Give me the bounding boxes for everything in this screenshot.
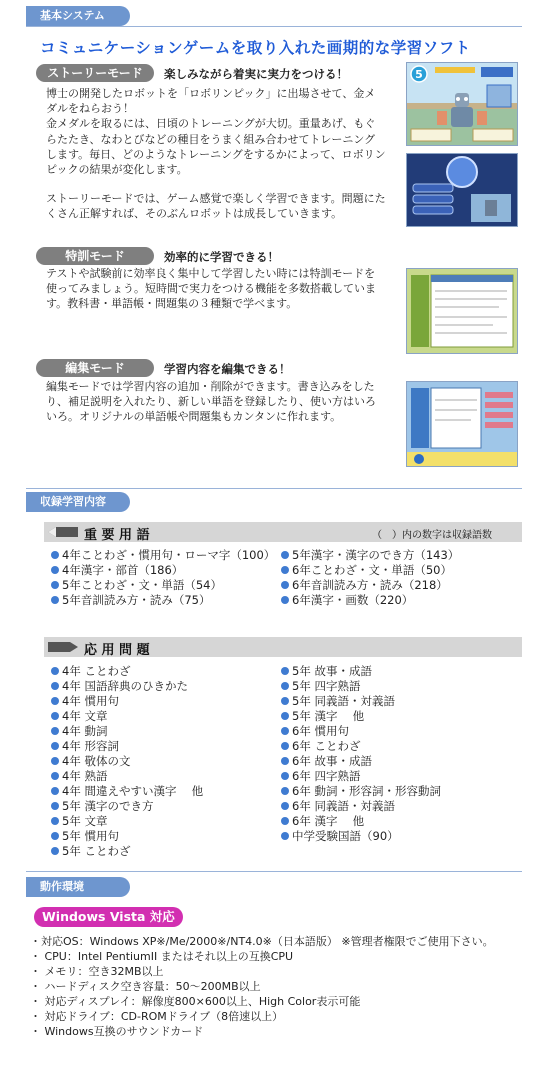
list-item: 6年 故事・成語 xyxy=(280,754,520,769)
story-mode-screenshot-stadium xyxy=(406,62,518,146)
list-item: 6年ことわざ・文・単語（50） xyxy=(280,563,520,578)
list-item: 5年 ことわざ xyxy=(50,844,270,859)
robot-stadium-image xyxy=(407,63,517,145)
section-tab-contents: 収録学習内容 xyxy=(26,492,130,512)
edit-mode-description: 編集モードでは学習内容の追加・削除ができます。書き込みをしたり、補足説明を入れたり、新しい単語を登録したり、使い方はいろいろ。オリジナルの単語帳や問題集もカンタンに作れます。 xyxy=(46,380,376,424)
requirement-item: ・ メモリ：空き32MB以上 xyxy=(30,965,164,978)
requirement-item: ・ CPU：Intel PentiumII またはそれ以上の互換CPU xyxy=(30,950,294,963)
list-item: 5年音訓読み方・読み（75） xyxy=(50,593,270,608)
list-item: 6年 漢字 他 xyxy=(280,814,520,829)
pencil-icon xyxy=(48,641,80,657)
list-item: 4年 動詞 xyxy=(50,724,270,739)
list-item: 4年 熟語 xyxy=(50,769,270,784)
list-item: 6年漢字・画数（220） xyxy=(280,593,520,608)
list-item: 4年 ことわざ xyxy=(50,664,270,679)
list-item: 5年 漢字のでき方 xyxy=(50,799,270,814)
list-item: 5年 四字熟語 xyxy=(280,679,520,694)
list-item: 5年 慣用句 xyxy=(50,829,270,844)
list-item: 4年 文章 xyxy=(50,709,270,724)
list-item: 5年ことわざ・文・単語（54） xyxy=(50,578,270,593)
category-title: 応 用 問 題 xyxy=(84,643,150,658)
section-tab-environment: 動作環境 xyxy=(26,877,130,897)
section-divider xyxy=(26,488,522,489)
requirement-item: ・ Windows互換のサウンドカード xyxy=(30,1025,204,1038)
list-item: 中学受験国語（90） xyxy=(280,829,520,844)
list-item: 6年音訓読み方・読み（218） xyxy=(280,578,520,593)
edit-mode-screenshot xyxy=(406,381,518,467)
windows-vista-badge: Windows Vista 対応 xyxy=(34,907,183,927)
list-item: 4年 慣用句 xyxy=(50,694,270,709)
important-terms-list-right xyxy=(280,548,520,608)
list-item: 5年 同義語・対義語 xyxy=(280,694,520,709)
story-mode-summary: ストーリーモードでは、ゲーム感覚で楽しく学習できます。問題にたくさん正解すれば、そのぶんロボットは成長していきます。 xyxy=(46,192,386,221)
edit-mode-label: 編集モード xyxy=(36,359,154,377)
training-mode-description: テストや試験前に効率良く集中して学習したい時には特訓モードを使ってみましょう。短時間で実力をつける機能を多数搭載しています。教科書・単語帳・問題集の３種類で学べます。 xyxy=(46,267,376,311)
quiz-screen-image xyxy=(407,154,517,226)
applied-problems-list-left xyxy=(50,664,270,859)
list-item: 5年 文章 xyxy=(50,814,270,829)
pencil-icon xyxy=(48,526,80,542)
category-important-terms xyxy=(44,522,522,542)
list-item: 5年 故事・成語 xyxy=(280,664,520,679)
list-item: 6年 慣用句 xyxy=(280,724,520,739)
list-item: 4年漢字・部首（186） xyxy=(50,563,270,578)
category-title: 重 要 用 語 xyxy=(84,528,150,543)
list-item: 6年 ことわざ xyxy=(280,739,520,754)
list-item: 6年 同義語・対義語 xyxy=(280,799,520,814)
important-terms-list-left xyxy=(50,548,276,608)
list-item: 4年ことわざ・慣用句・ローマ字（100） xyxy=(50,548,270,563)
section-divider xyxy=(26,26,522,27)
list-item: 4年 国語辞典のひきかた xyxy=(50,679,270,694)
textbook-screen-image xyxy=(407,269,517,353)
requirement-item: ・ ハードディスク空き容量：50～200MB以上 xyxy=(30,980,261,993)
requirement-item: ・ 対応ディスプレイ：解像度800×600以上、High Color表示可能 xyxy=(30,995,361,1008)
story-mode-screenshot-quiz xyxy=(406,153,518,227)
training-mode-screenshot xyxy=(406,268,518,354)
story-mode-label: ストーリーモード xyxy=(36,64,154,82)
edit-screen-image xyxy=(407,382,517,466)
category-note: （ ）内の数字は収録語数 xyxy=(372,530,492,541)
training-mode-tagline: 効率的に学習できる！ xyxy=(164,250,279,264)
list-item: 6年 動詞・形容詞・形容動詞 xyxy=(280,784,520,799)
screenshot-number: 5 xyxy=(415,68,423,81)
section-tab-basic: 基本システム xyxy=(26,6,130,26)
list-item: 4年 形容詞 xyxy=(50,739,270,754)
list-item: 5年漢字・漢字のでき方（143） xyxy=(280,548,520,563)
list-item: 6年 四字熟語 xyxy=(280,769,520,784)
edit-mode-tagline: 学習内容を編集できる！ xyxy=(164,362,291,376)
applied-problems-list-right xyxy=(280,664,520,844)
training-mode-label: 特訓モード xyxy=(36,247,154,265)
story-mode-description: 博士の開発したロボットを「ロボリンピック」に出場させて、金メダルをねらおう！ 金メダルを取るには、日頃のトレーニングが大切。重量あげ、もぐらたたき、なわとびなどの種目をうまく組み合わせてトレーニングします。毎日、どのようなトレーニングをするかによって、ロボリンピックの結果が変化します。 xyxy=(46,87,386,177)
requirement-item: ・ 対応ドライブ：CD-ROMドライブ（8倍速以上） xyxy=(30,1010,284,1023)
category-applied-problems xyxy=(44,637,522,657)
requirement-item: ・対応OS：Windows XP※/Me/2000※/NT4.0※（日本語版） ※管理者権限でご使用下さい。 xyxy=(30,935,494,948)
list-item: 5年 漢字 他 xyxy=(280,709,520,724)
list-item: 4年 敬体の文 xyxy=(50,754,270,769)
hero-title: コミュニケーションゲームを取り入れた画期的な学習ソフト xyxy=(40,39,471,57)
list-item: 4年 間違えやすい漢字 他 xyxy=(50,784,270,799)
section-divider xyxy=(26,871,522,872)
system-requirements-list xyxy=(30,934,520,1039)
story-mode-tagline: 楽しみながら着実に実力をつける！ xyxy=(164,67,348,81)
